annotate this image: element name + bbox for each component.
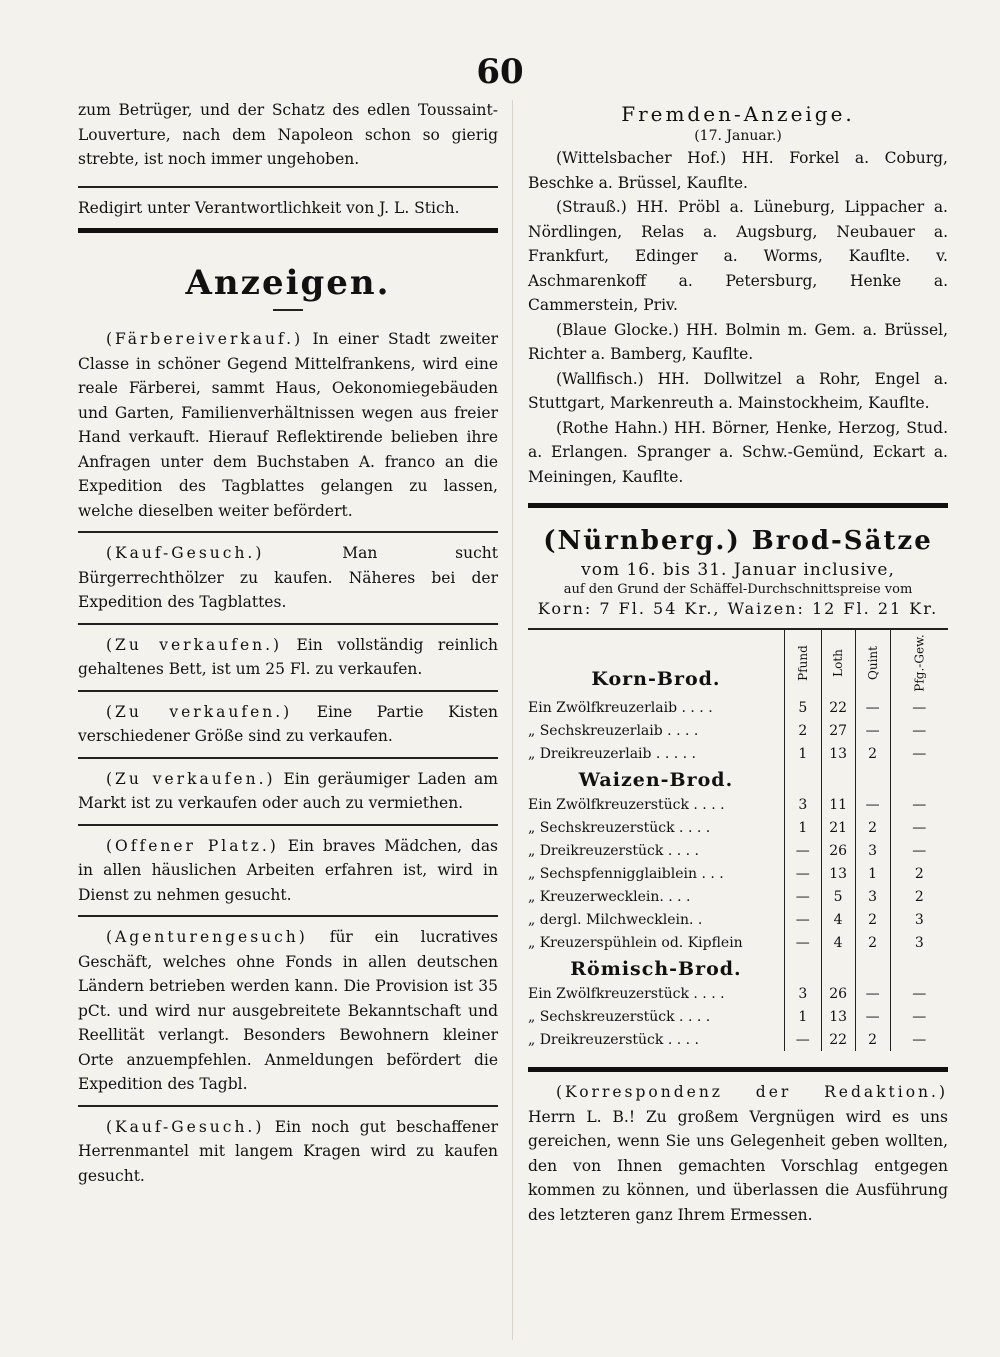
fremden-entry: (Rothe Hahn.) HH. Börner, Henke, Herzog, Stud. a. Erlangen. Spranger a. Schw.-Gemünd, Eckart a. Meiningen, Kauflte.	[528, 418, 948, 486]
rule	[78, 623, 498, 625]
table-row: „ Sechskreuzerstück . . . . 1 21 2 —	[528, 816, 948, 839]
ad-label: (Kauf-Gesuch.)	[106, 1117, 265, 1136]
ad-text: Eine Partie Kisten verschiedener Größe sind zu verkaufen.	[78, 702, 498, 745]
table-row: Ein Zwölfkreuzerstück . . . . 3 11 — —	[528, 793, 948, 816]
table-row: „ Dreikreuzerlaib . . . . . 1 13 2 —	[528, 742, 948, 765]
group-title: Korn-Brod.	[528, 629, 784, 696]
fremden-date: (17. Januar.)	[694, 128, 782, 144]
ad-label: (Kauf-Gesuch.)	[106, 544, 265, 562]
rule	[78, 186, 498, 188]
ad-text: Ein geräumiger Laden am Markt ist zu verkaufen oder auch zu vermiethen.	[78, 769, 498, 812]
ad-label: (Färbereiverkauf.)	[106, 330, 304, 348]
ad-text: für ein lucratives Geschäft, welches ohne Fonds in allen deutschen Ländern betrieben werden kann. Die Provision ist 35 pCt. und wird nur ausgebreitete Bekanntschaft und Reellität verlangt. Besonders Bewohnern kleiner Orte anzuempfehlen. Anmeldungen befördert die Expedition des Tagbl.	[78, 928, 498, 1093]
table-row: „ Sechskreuzerstück . . . . 1 13 — —	[528, 1005, 948, 1028]
group-title: Römisch-Brod.	[570, 958, 742, 980]
ad-text: Ein noch gut beschaffener Herrenmantel mit langem Kragen wird zu kaufen gesucht.	[78, 1117, 498, 1185]
table-row: „ Kreuzerspühlein od. Kipflein — 4 2 3	[528, 931, 948, 954]
rule	[78, 228, 498, 233]
fremden-entry: (Strauß.) HH. Pröbl a. Lüneburg, Lippacher a. Nördlingen, Relas a. Augsburg, Neubauer a. Frankfurt, Edinger a. Worms, Kauflte. v. Aschmarenkoff a. Petersburg, Henke a. Cammerstein, Priv.	[528, 198, 948, 314]
ad-item	[78, 1115, 498, 1189]
ad-label: (Zu verkaufen.)	[106, 702, 293, 721]
ad-item	[78, 700, 498, 749]
ad-item	[78, 925, 498, 1097]
ad-label: (Zu verkaufen.)	[106, 635, 283, 654]
table-row: „ Kreuzerwecklein. . . . — 5 3 2	[528, 885, 948, 908]
fremden-entry: (Wittelsbacher Hof.) HH. Forkel a. Coburg, Beschke a. Brüssel, Kaufltе.	[528, 149, 948, 192]
rule	[78, 531, 498, 533]
table-row: „ Sechspfennigglaiblein . . . — 13 1 2	[528, 862, 948, 885]
brod-title: (Nürnberg.) Brod-Sätze	[543, 526, 933, 556]
table-row: „ dergl. Milchwecklein. . — 4 2 3	[528, 908, 948, 931]
corr-text: Herrn L. B.! Zu großem Vergnügen wird es uns gereichen, wenn Sie uns Gelegenheit geben wollten, den von Ihnen gemachten Vorschlag entgegen kommen zu können, und überlassen die Ausführung des letzteren ganz Ihrem Ermessen.	[528, 1107, 948, 1224]
rule	[78, 915, 498, 917]
ad-item	[78, 834, 498, 908]
brod-prices: Korn: 7 Fl. 54 Kr., Waizen: 12 Fl. 21 Kr.	[537, 599, 939, 618]
col-header-loth: Loth	[821, 629, 855, 696]
bread-price-table	[528, 628, 948, 1051]
fremden-entry: (Wallfisch.) HH. Dollwitzel a Rohr, Engel a. Stuttgart, Markenreuth a. Mainstockheim, Kauflte.	[528, 369, 948, 412]
ad-text: Ein braves Mädchen, das in allen häuslichen Arbeiten erfahren ist, wird in Dienst zu nehmen gesucht.	[78, 836, 499, 904]
group-title: Waizen-Brod.	[578, 769, 734, 791]
ad-label: (Agenturengesuch)	[106, 928, 308, 946]
ad-label: (Zu verkaufen.)	[106, 769, 276, 788]
group-row	[528, 765, 948, 793]
short-rule	[273, 309, 303, 311]
intro-paragraph: zum Betrüger, und der Schatz des edlen Toussaint-Louverture, nach dem Napoleon schon so gierig strebte, ist noch immer ungehoben.	[78, 101, 498, 168]
ad-text: Ein vollständig reinlich gehaltenes Bett, ist um 25 Fl. zu verkaufen.	[78, 635, 498, 678]
right-column	[528, 98, 948, 1227]
rule	[528, 503, 948, 508]
ad-item	[78, 633, 498, 682]
rule	[78, 690, 498, 692]
column-divider	[512, 100, 513, 1340]
col-header-pfg-gew: Pfg.-Gew.	[890, 629, 948, 696]
section-heading: Anzeigen.	[185, 263, 391, 303]
brod-subtitle: vom 16. bis 31. Januar inclusive,	[581, 560, 895, 580]
table-row: Ein Zwölfkreuzerstück . . . . 3 26 — —	[528, 982, 948, 1005]
fremden-title: Fremden-Anzeige.	[621, 102, 855, 126]
ad-text: In einer Stadt zweiter Classe in schöner Gegend Mittelfrankens, wird eine reale Färberei, sammt Haus, Oekonomiegebäuden und Garten, Familienverhältnissen wegen aus freier Hand verkauft. Hierauf Reflektirende belieben ihre Anfragen unter dem Buchstaben A. franco an die Expedition des Tagblattes gelangen zu lassen, welche dieselben weiter befördert.	[78, 330, 498, 520]
table-row: Ein Zwölfkreuzerlaib . . . . 5 22 — —	[528, 696, 948, 719]
col-header-pfund: Pfund	[784, 629, 821, 696]
col-header-quint: Quint	[855, 629, 890, 696]
brod-basis: auf den Grund der Schäffel-Durchschnittspreise vom	[563, 582, 913, 597]
rule	[78, 757, 498, 759]
ad-label: (Offener Platz.)	[106, 836, 279, 855]
ad-item	[78, 327, 498, 523]
rule	[78, 824, 498, 826]
correspondence	[528, 1080, 948, 1227]
ad-text: Man sucht Bürgerrechthölzer zu kaufen. Näheres bei der Expedition des Tagblattes.	[78, 544, 498, 611]
table-row: „ Sechskreuzerlaib . . . . 2 27 — —	[528, 719, 948, 742]
ad-item	[78, 767, 498, 816]
corr-label: (Korrespondenz der Redaktion.)	[556, 1083, 948, 1101]
page-number: 60	[476, 52, 524, 92]
table-row: „ Dreikreuzerstück . . . . — 22 2 —	[528, 1028, 948, 1051]
rule	[78, 1105, 498, 1107]
editor-line: Redigirt unter Verantwortlichkeit von J. L. Stich.	[78, 198, 460, 217]
ad-item	[78, 541, 498, 615]
fremden-entry: (Blaue Glocke.) HH. Bolmin m. Gem. a. Brüssel, Richter a. Bamberg, Kauflte.	[528, 320, 948, 363]
group-row	[528, 954, 948, 982]
left-column	[78, 98, 498, 1188]
table-row: „ Dreikreuzerstück . . . . — 26 3 —	[528, 839, 948, 862]
rule	[528, 1067, 948, 1072]
